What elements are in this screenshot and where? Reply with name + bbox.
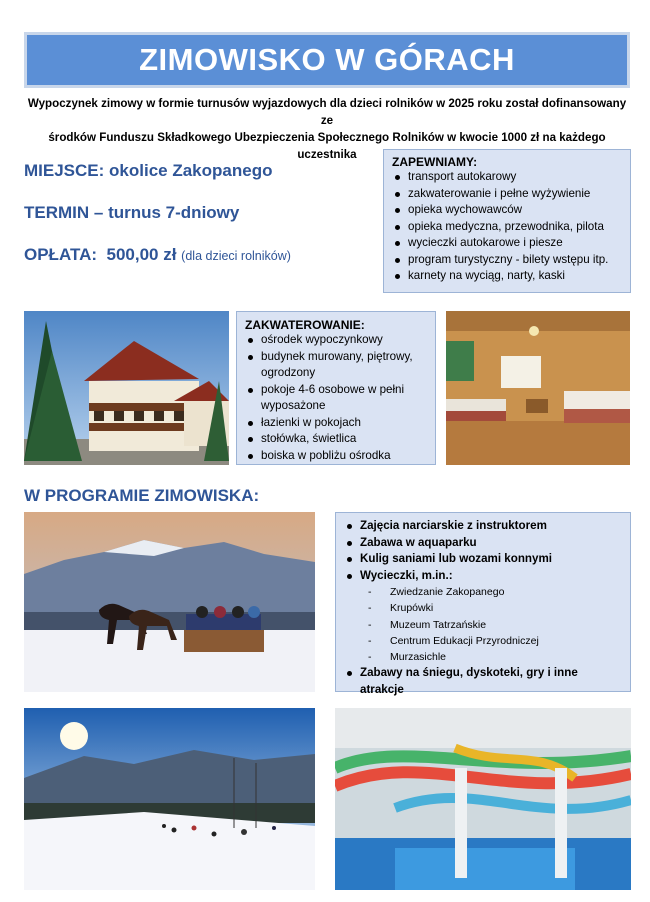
list-item: ośrodek wypoczynkowy: [245, 332, 427, 349]
ski-slope-photo: [24, 708, 315, 890]
list-item: program turystyczny - bilety wstępu itp.: [392, 252, 622, 269]
accommodation-list: [245, 332, 427, 464]
term-value: turnus 7-dniowy: [108, 203, 240, 222]
fee-note: (dla dzieci rolników): [181, 249, 291, 263]
list-item: pokoje 4-6 osobowe w pełni wyposażone: [245, 382, 427, 415]
list-item: - Muzeum Tatrzańskie: [344, 617, 622, 633]
list-item: opieka medyczna, przewodnika, pilota: [392, 219, 622, 236]
provide-box: [383, 149, 631, 293]
list-item: opieka wychowawców: [392, 202, 622, 219]
intro-line-2: środków Funduszu Składkowego Ubezpieczenia Społecznego Rolników w kwocie 1000 zł na każdego uczestnika: [48, 131, 606, 161]
place-label: MIEJSCE:: [24, 161, 105, 180]
list-item: Zabawa w aquaparku: [344, 535, 622, 552]
list-item: boiska w pobliżu ośrodka: [245, 448, 427, 465]
list-item: wycieczki autokarowe i piesze: [392, 235, 622, 252]
list-item: karnety na wyciąg, narty, kaski: [392, 268, 622, 285]
list-item: - Centrum Edukacji Przyrodniczej: [344, 633, 622, 649]
accommodation-box: [236, 311, 436, 465]
provide-heading: ZAPEWNIAMY:: [392, 155, 478, 169]
place-value: okolice Zakopanego: [109, 161, 273, 180]
page-title: ZIMOWISKO W GÓRACH: [139, 42, 515, 77]
list-item: - Krupówki: [344, 600, 622, 616]
room-photo: [446, 311, 630, 465]
accommodation-heading: ZAKWATEROWANIE:: [245, 318, 365, 332]
list-item: - Zwiedzanie Zakopanego: [344, 584, 622, 600]
fee-value: 500,00 zł: [106, 245, 177, 264]
title-banner: [24, 32, 630, 88]
term-label: TERMIN –: [24, 203, 104, 222]
list-item: Zajęcia narciarskie z instruktorem: [344, 518, 622, 535]
list-item: - Murzasichle: [344, 649, 622, 665]
program-list-end: [344, 665, 622, 698]
list-item: zakwaterowanie i pełne wyżywienie: [392, 186, 622, 203]
list-item: budynek murowany, piętrowy, ogrodzony: [245, 349, 427, 382]
list-item: Zabawy na śniegu, dyskoteki, gry i inne atrakcje: [344, 665, 622, 698]
program-list: [344, 518, 622, 584]
list-item: łazienki w pokojach: [245, 415, 427, 432]
fee-label: OPŁATA:: [24, 245, 98, 264]
intro-line-1: Wypoczynek zimowy w formie turnusów wyjazdowych dla dzieci rolników w 2025 roku został dofinansowany ze: [27, 97, 627, 127]
list-item: Wycieczki, m.in.:: [344, 568, 622, 585]
fee-line: [24, 245, 291, 265]
list-item: Kulig saniami lub wozami konnymi: [344, 551, 622, 568]
chalet-photo: [24, 311, 229, 465]
list-item: transport autokarowy: [392, 169, 622, 186]
sleigh-photo: [24, 512, 315, 692]
program-heading: W PROGRAMIE ZIMOWISKA:: [24, 486, 260, 505]
list-item: stołówka, świetlica: [245, 431, 427, 448]
trips-list: [344, 584, 622, 665]
provide-list: [392, 169, 622, 285]
term-line: [24, 203, 239, 223]
program-box: [335, 512, 631, 696]
place-line: [24, 161, 272, 181]
aquapark-photo: [335, 708, 631, 890]
